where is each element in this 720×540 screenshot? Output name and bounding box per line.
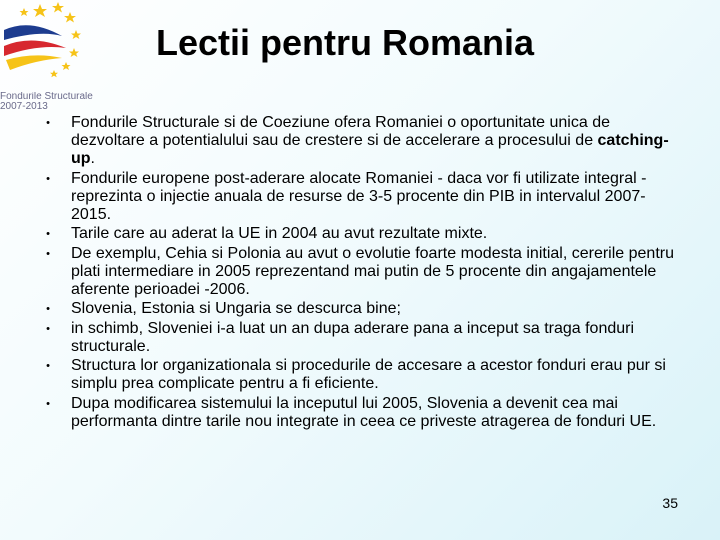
bullet-list (42, 114, 682, 432)
bullet-dot-icon: • (46, 228, 50, 240)
bullet-dot-icon: • (46, 247, 50, 260)
logo-text-line2: 2007-2013 (0, 101, 48, 112)
bullet-item (42, 225, 682, 243)
bullet-tail-text: . (90, 150, 95, 167)
bullet-item (42, 114, 682, 168)
bullet-text: Fondurile europene post-aderare alocate Romaniei - daca vor fi utilizate integral - reprezinta o injectie anuala de resurse de 3-5 procente din PIB in intervalul 2007-2015. (71, 169, 647, 223)
bullet-dot-icon: • (46, 322, 50, 335)
bullet-bold-text: catching-up (71, 132, 669, 167)
bullet-text: Structura lor organizationala si procedurile de accesare a acestor fonduri erau pur si simplu prea complicate pentru a fi eficiente. (71, 357, 666, 392)
bullet-text: Fondurile Structurale si de Coeziune ofera Romaniei o oportunitate unica de dezvoltare a potentialului sau de crestere si de accelerare a procesului de (71, 114, 610, 149)
bullet-dot-icon: • (46, 172, 50, 185)
bullet-dot-icon: • (46, 303, 50, 315)
bullet-item (42, 245, 682, 299)
bullet-dot-icon: • (46, 397, 50, 410)
bullet-item (42, 395, 682, 431)
bullet-text: Slovenia, Estonia si Ungaria se descurca bine; (71, 300, 401, 317)
page-number: 35 (662, 495, 678, 511)
bullet-item (42, 300, 682, 318)
bullet-dot-icon: • (46, 117, 50, 129)
bullet-item (42, 320, 682, 356)
bullet-text: De exemplu, Cehia si Polonia au avut o evolutie foarte modesta initial, cererile pentru plati intermediare in 2005 reprezentand mai putin de 5 procente din angajamentele aferente perioadei -2006. (71, 244, 674, 298)
bullet-text: in schimb, Sloveniei i-a luat un an dupa aderare pana a inceput sa traga fonduri structurale. (71, 319, 635, 355)
bullet-item (42, 170, 682, 224)
bullet-item (42, 357, 682, 393)
bullet-dot-icon: • (46, 360, 50, 372)
slide-title: Lectii pentru Romania (155, 22, 535, 63)
logo-text-line1: Fondurile Structurale (0, 92, 93, 102)
bullet-text: Tarile care au aderat la UE in 2004 au avut rezultate mixte. (71, 225, 488, 242)
bullet-text: Dupa modificarea sistemului la inceputul lui 2005, Slovenia a devenit cea mai performanta dintre tarile nou integrate in ceea ce priveste atragerea de fonduri UE. (71, 394, 657, 430)
